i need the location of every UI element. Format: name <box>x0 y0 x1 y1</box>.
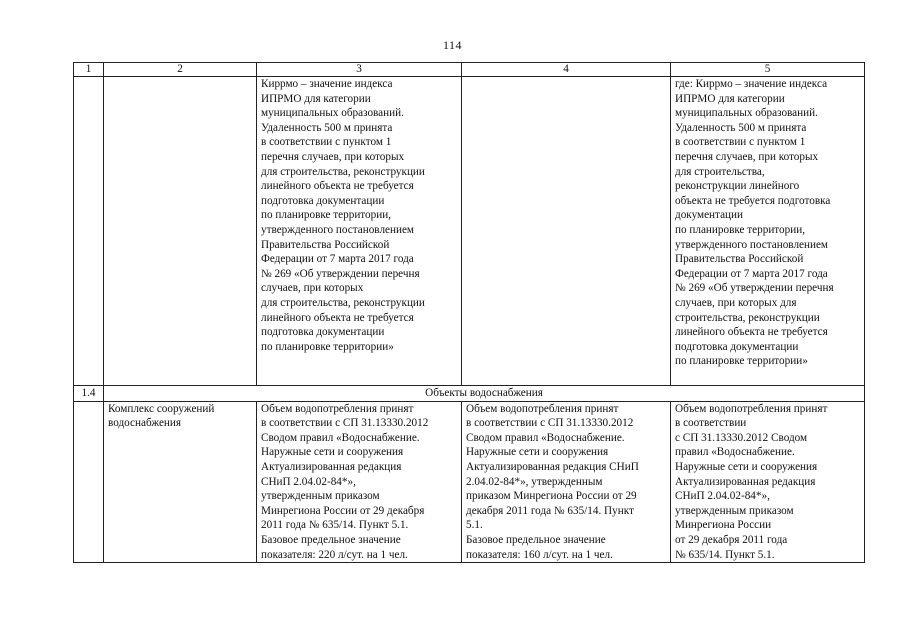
document-table <box>73 62 865 563</box>
row-number-cell <box>74 401 104 563</box>
column-3-cell: Объем водопотребления принят в соответствии с СП 31.13330.2012 Сводом правил «Водоснабжение. Наружные сети и сооружения Актуализированная редакция СНиП 2.04.02-84*», утвержденным приказом Минрегиона России от 29 декабря 2011 года № 635/14. Пункт 5.1. Базовое предельное значение показателя: 220 л/сут. на 1 чел. <box>257 401 462 563</box>
table-row <box>74 77 865 386</box>
header-cell-5: 5 <box>671 63 865 77</box>
column-5-cell: где: Киррмо – значение индекса ИПРМО для категории муниципальных образований. Удаленность 500 м принята в соответствии с пунктом 1 перечня случаев, при которых для строительства, реконструкции линейного объекта не требуется подготовка документации по планировке территории, утвержденного постановлением Правительства Российской Федерации от 7 марта 2017 года № 269 «Об утверждении перечня случаев, при которых для строительства, реконструкции линейного объекта не требуется подготовка документации по планировке территории» <box>671 77 865 386</box>
header-cell-3: 3 <box>257 63 462 77</box>
column-5-cell: Объем водопотребления принят в соответствии с СП 31.13330.2012 Сводом правил «Водоснабжение. Наружные сети и сооружения Актуализированная редакция СНиП 2.04.02-84*», утвержденным приказом Минрегиона России от 29 декабря 2011 года № 635/14. Пункт 5.1. <box>671 401 865 563</box>
row-number-cell <box>74 77 104 386</box>
object-name-cell <box>104 77 257 386</box>
column-number-header-row <box>74 63 865 77</box>
header-cell-2: 2 <box>104 63 257 77</box>
column-4-cell <box>462 77 671 386</box>
header-cell-4: 4 <box>462 63 671 77</box>
section-title-cell: Объекты водоснабжения <box>104 386 865 402</box>
object-name-cell: Комплекс сооружений водоснабжения <box>104 401 257 563</box>
page-number: 114 <box>442 38 463 52</box>
section-number-cell: 1.4 <box>74 386 104 402</box>
column-3-cell: Киррмо – значение индекса ИПРМО для категории муниципальных образований. Удаленность 500 м принята в соответствии с пунктом 1 перечня случаев, при которых для строительства, реконструкции линейного объекта не требуется подготовка документации по планировке территории, утвержденного постановлением Правительства Российской Федерации от 7 марта 2017 года № 269 «Об утверждении перечня случаев, при которых для строительства, реконструкции линейного объекта не требуется подготовка документации по планировке территории» <box>257 77 462 386</box>
table-row <box>74 401 865 563</box>
header-cell-1: 1 <box>74 63 104 77</box>
section-row <box>74 386 865 402</box>
column-4-cell: Объем водопотребления принят в соответствии с СП 31.13330.2012 Сводом правил «Водоснабжение. Наружные сети и сооружения Актуализированная редакция СНиП 2.04.02-84*», утвержденным приказом Минрегиона России от 29 декабря 2011 года № 635/14. Пункт 5.1. Базовое предельное значение показателя: 160 л/сут. на 1 чел. <box>462 401 671 563</box>
